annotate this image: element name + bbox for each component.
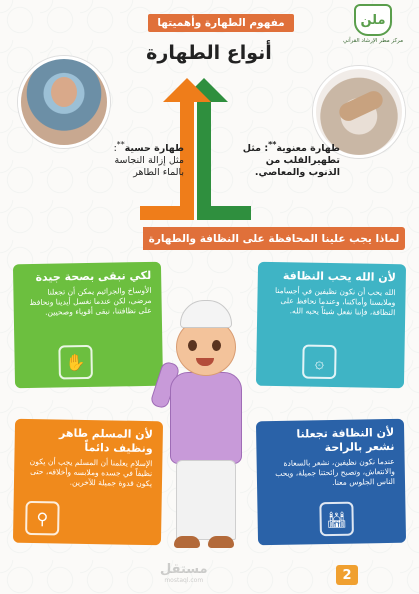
card-muslim-clean-body: الإسلام يعلمنا أن المسلم يجب أن يكون نظيفاً في جسده وملابسه وأخلاقه، حتى يكون قدوة جميلة للآخرين. xyxy=(29,456,153,489)
logo xyxy=(337,4,409,46)
card-comfort-title: لأن النظافة تجعلنا نشعر بالراحة xyxy=(296,425,395,454)
page-title: أنواع الطهارة xyxy=(146,42,272,64)
page-number: 2 xyxy=(336,565,358,585)
watermark xyxy=(160,562,208,584)
washing-icon: ⚲ xyxy=(25,501,60,536)
watermark-en: mostaql.com xyxy=(164,577,204,584)
mosque-icon: 🕌︎ xyxy=(319,502,354,537)
boy-trousers xyxy=(176,460,236,540)
sensory-footnote-mark: ** xyxy=(116,140,125,149)
watermark-ar: مستقل xyxy=(160,562,208,577)
boy-robe xyxy=(170,372,242,464)
sensory-label: طهارة حسية xyxy=(124,143,184,155)
boy-illustration xyxy=(162,300,248,560)
sensory-purity-text xyxy=(104,140,184,179)
hand-shape xyxy=(336,88,385,124)
moral-label: طهارة معنوية xyxy=(276,143,340,155)
arrow-orange-head xyxy=(163,78,211,102)
card-health-title: لكي نبقى بصحة جيدة xyxy=(35,268,152,284)
card-allah-loves-title: لأن الله يحب النظافة xyxy=(282,269,396,285)
card-health-body: الأوساخ والجراثيم يمكن أن تجعلنا مرضى، لكن عندما نغسل أيدينا ونحافظ على نظافتنا، نبقى أقوياء وصحيين. xyxy=(29,285,152,317)
boy-shoe-right xyxy=(208,536,234,548)
moral-purity-text xyxy=(236,140,340,179)
section-tag: مفهوم الطهارة وأهميتها xyxy=(148,14,294,32)
card-allah-loves-body: الله يحب أن نكون نظيفين في أجسامنا وملابسنا وأماكننا، وعندما نحافظ على النظافة، فإننا نفعل شيئاً يحبه الله. xyxy=(274,285,396,318)
boy-shoe-left xyxy=(174,536,200,548)
card-muslim-clean xyxy=(13,419,163,546)
calligraphy-icon: ۞ xyxy=(302,345,337,380)
moral-description: : مثل تطهيرالقلب من الذنوب والمعاصي. xyxy=(242,143,340,178)
moral-footnote-mark: ** xyxy=(268,140,277,149)
hands-shield-icon: ✋ xyxy=(58,345,93,380)
arrow-green-shaft xyxy=(197,100,211,220)
card-comfort-body: عندما نكون نظيفين، نشعر بالسعادة والانتعاش، وتصبح رائحتنا جميلة، ويحب الناس الجلوس معنا. xyxy=(275,456,396,487)
boy-eye-left xyxy=(188,340,197,351)
logo-mark: ملن xyxy=(354,4,392,36)
why-title-bar: لماذا يجب علينا المحافظة على النظافة والطهارة xyxy=(143,227,405,250)
wudu-photo xyxy=(18,56,110,148)
sensory-description: : مثل إزالة النجاسة بالماء الطاهر xyxy=(113,143,184,178)
card-allah-loves xyxy=(256,262,406,389)
boy-eye-right xyxy=(212,340,221,351)
card-comfort xyxy=(256,419,406,546)
boy-cap xyxy=(180,300,232,328)
arrow-orange-base xyxy=(140,206,194,220)
card-muslim-clean-title: لأن المسلم طاهر ونظيف دائماً xyxy=(58,426,153,455)
logo-name: مركز مطر الإرشاد القرآني xyxy=(342,38,404,44)
card-health xyxy=(13,262,163,389)
person-face xyxy=(51,77,77,107)
arrow-green-base xyxy=(197,206,251,220)
